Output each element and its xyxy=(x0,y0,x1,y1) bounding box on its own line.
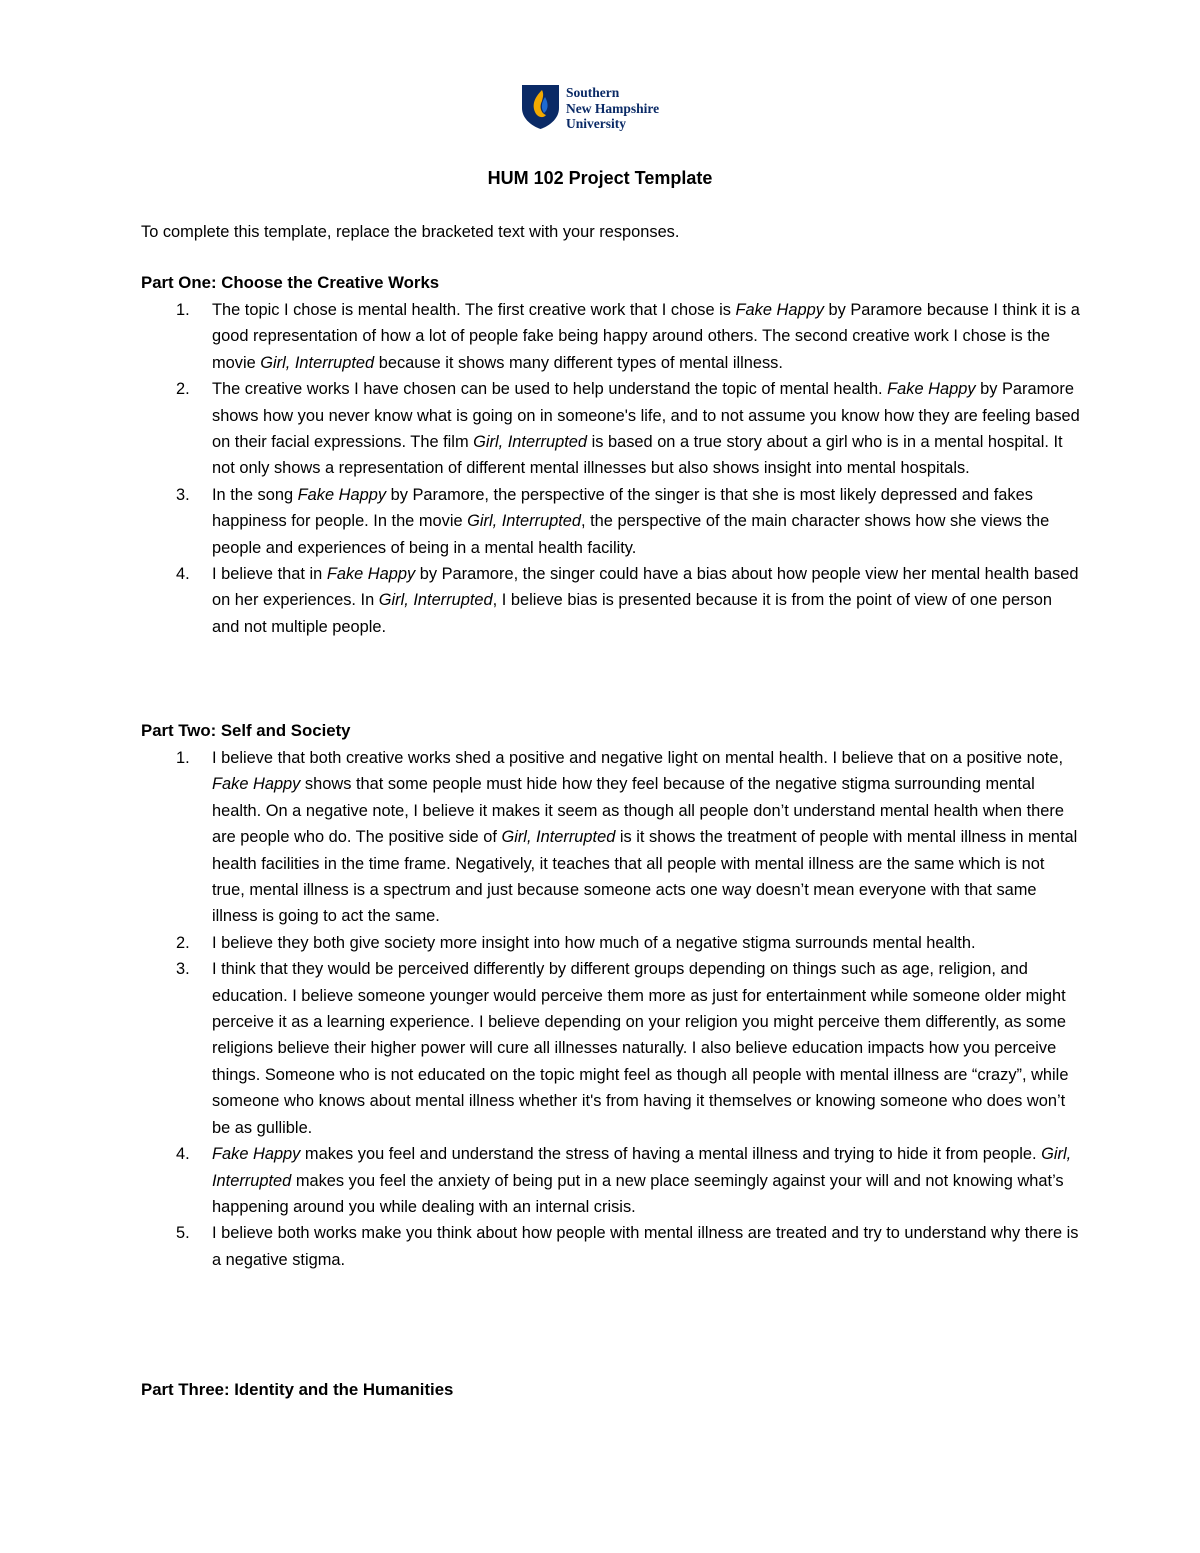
list-item-number: 2. xyxy=(176,380,190,399)
list-item-text xyxy=(212,482,1081,561)
text-run: is it shows the treatment of people with mental illness in mental health facilities in the time frame. Negatively, it teaches that all people with mental illness are the same which is not true, mental illness is a spectrum and just because someone acts one way doesn’t mean everyone with that same illness is going to act the same. xyxy=(212,828,1078,926)
text-run: In the song xyxy=(212,485,298,504)
list-item-number: 1. xyxy=(176,301,190,319)
list-item-text xyxy=(212,297,1081,376)
text-run: I think that they would be perceived differently by different groups depending on things such as age, religion, and education. I believe someone younger would perceive them more as just for entertainment while someone older might perceive it as a learning experience. I believe depending on your religion you might perceive them differently, as some religions believe their higher power will cure all illnesses naturally. I also believe education impacts how you perceive things. Someone who is not educated on the topic might feel as though all people with mental illness are “crazy”, while someone who knows about mental illness whether it's from having it themselves or knowing someone who does won’t be as gullible. xyxy=(212,960,1069,1137)
list-item-number: 1. xyxy=(176,749,190,767)
list-item-text xyxy=(212,745,1081,930)
list-item-text xyxy=(212,1141,1081,1220)
text-run: I believe that both creative works shed a positive and negative light on mental health. I believe that on a positive note, xyxy=(212,749,1064,767)
text-run: , the perspective of the main character shows how she views the people and experiences of being in a mental health facility. xyxy=(212,512,1050,557)
work-title: Fake Happy xyxy=(735,301,824,319)
list-item xyxy=(141,930,1081,956)
list-item-number: 2. xyxy=(176,933,190,952)
text-run: shows that some people must hide how they feel because of the negative stigma surrounding mental health. On a negative note, I believe it makes it seem as though all people don’t understand mental health when there are people who do. The positive side of xyxy=(212,775,1064,847)
text-run: by Paramore shows how you never know what is going on in someone's life, and to not assume you know how they are feeling based on their facial expressions. The film xyxy=(212,380,1080,452)
part-two-heading: Part Two: Self and Society xyxy=(141,721,351,740)
text-run: , I believe bias is presented because it is from the point of view of one person and not multiple people. xyxy=(212,591,1053,636)
text-run: The topic I chose is mental health. The first creative work that I chose is xyxy=(212,301,736,319)
work-title: Fake Happy xyxy=(212,775,301,794)
text-run: is based on a true story about a girl who is in a mental hospital. It not only shows a representation of different mental illnesses but also shows insight into mental hospitals. xyxy=(212,433,1063,478)
text-run: I believe both works make you think about how people with mental illness are treated and try to understand why there is a negative stigma. xyxy=(212,1224,1079,1269)
logo-wordmark xyxy=(566,85,659,132)
list-item-text xyxy=(212,1220,1081,1273)
list-item-number: 3. xyxy=(176,485,190,504)
text-run: The creative works I have chosen can be used to help understand the topic of mental health. xyxy=(212,380,888,399)
university-logo xyxy=(521,84,691,134)
part-three-heading: Part Three: Identity and the Humanities xyxy=(141,1380,454,1399)
list-item-number: 4. xyxy=(176,565,190,584)
logo-line-2: New Hampshire xyxy=(566,100,660,116)
work-title: Girl, Interrupted xyxy=(260,353,375,372)
list-item xyxy=(141,376,1081,482)
work-title: Girl, Interrupted xyxy=(473,433,588,452)
text-run: because it shows many different types of mental illness. xyxy=(374,353,783,372)
list-item-text xyxy=(212,930,1081,956)
text-run: by Paramore because I think it is a good representation of how a lot of people fake being happy around others. The second creative work I chose is the movie xyxy=(212,301,1080,372)
list-item xyxy=(141,956,1081,1141)
list-item xyxy=(141,1141,1081,1220)
list-item xyxy=(141,745,1081,930)
work-title: Girl, Interrupted xyxy=(501,828,616,847)
part-one-list xyxy=(141,297,1081,640)
shield-flame-icon xyxy=(521,84,561,130)
part-one-heading: Part One: Choose the Creative Works xyxy=(141,273,440,292)
text-run: by Paramore, the perspective of the singer is that she is most likely depressed and fakes happiness for people. In the movie xyxy=(212,485,1033,531)
list-item-number: 3. xyxy=(176,960,190,979)
work-title: Fake Happy xyxy=(887,380,976,399)
list-item-text xyxy=(212,561,1081,640)
text-run: I believe they both give society more insight into how much of a negative stigma surrounds mental health. xyxy=(212,933,976,952)
work-title: Fake Happy xyxy=(297,485,387,504)
work-title: Girl, Interrupted xyxy=(467,512,582,531)
work-title: Fake Happy xyxy=(212,1145,301,1164)
list-item-number: 4. xyxy=(176,1145,190,1164)
document-title: HUM 102 Project Template xyxy=(487,168,713,188)
text-run: makes you feel the anxiety of being put in a new place seemingly against your will and not knowing what’s happening around you while dealing with an internal crisis. xyxy=(212,1171,1064,1216)
instructions-text: To complete this template, replace the bracketed text with your responses. xyxy=(141,223,680,241)
list-item-text xyxy=(212,376,1081,482)
list-item xyxy=(141,482,1081,561)
text-run: I believe that in xyxy=(212,565,327,584)
list-item xyxy=(141,1220,1081,1273)
work-title: Fake Happy xyxy=(326,565,416,584)
logo-line-1: Southern xyxy=(566,85,620,100)
part-two-list xyxy=(141,745,1081,1273)
logo-line-3: University xyxy=(566,116,626,131)
list-item xyxy=(141,561,1081,640)
text-run: makes you feel and understand the stress of having a mental illness and trying to hide it from people. xyxy=(300,1145,1042,1164)
list-item-text xyxy=(212,956,1081,1141)
list-item xyxy=(141,297,1081,376)
work-title: Girl, Interrupted xyxy=(378,591,493,610)
work-title: Girl, Interrupted xyxy=(212,1145,1072,1190)
list-item-number: 5. xyxy=(176,1224,190,1243)
text-run: by Paramore, the singer could have a bias about how people view her mental health based on her experiences. In xyxy=(212,565,1079,610)
